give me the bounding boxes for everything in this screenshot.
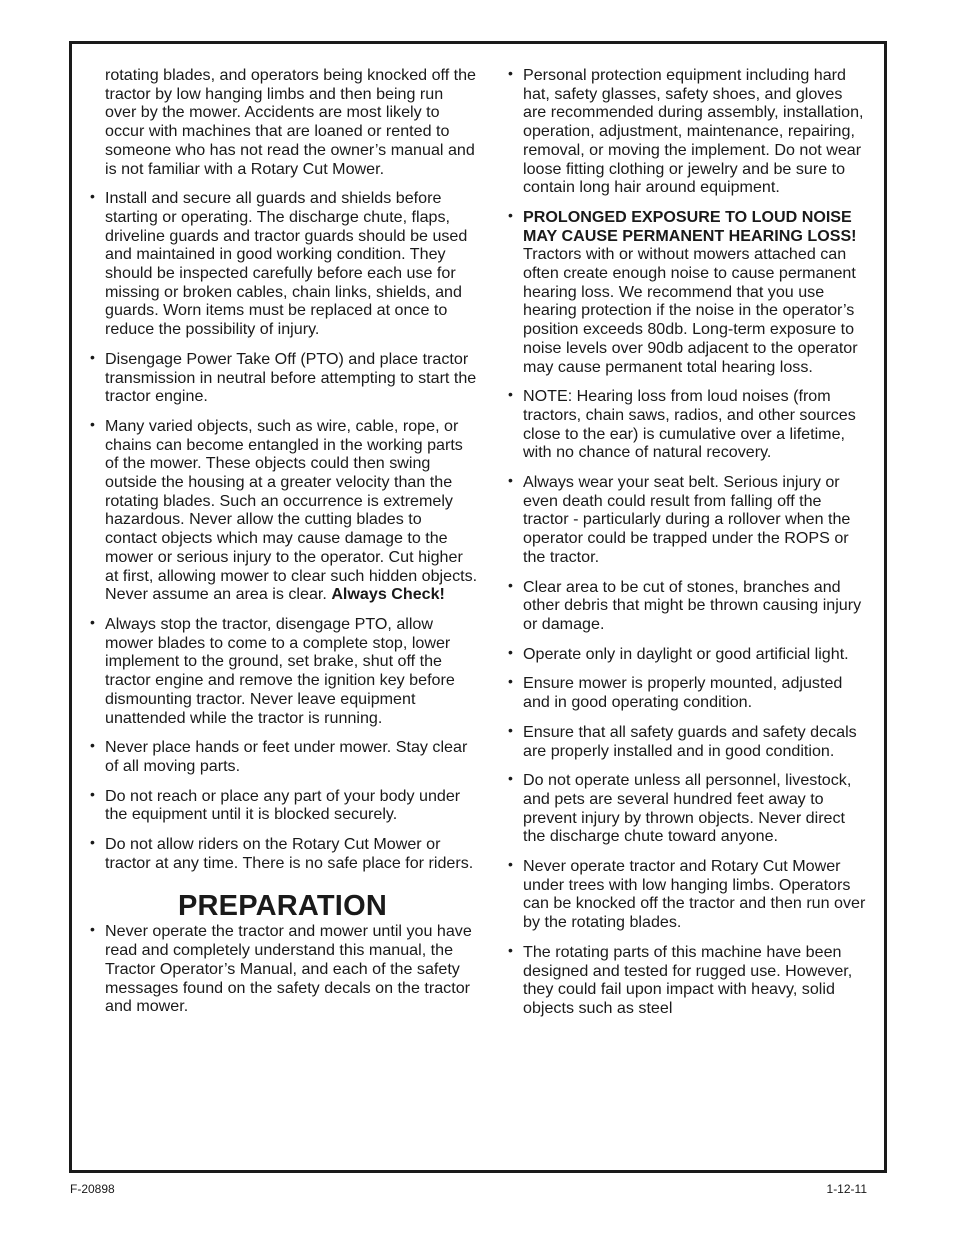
list-item xyxy=(506,943,870,1018)
item-text: Clear area to be cut of stones, branches and other debris that might be thrown causing injury or damage. xyxy=(523,577,862,633)
bullet-icon: • xyxy=(508,721,513,738)
list-item xyxy=(88,787,478,824)
item-text: NOTE: Hearing loss from loud noises (from tractors, chain saws, radios, and other sources close to the ear) is cumulative over a lifetime, with no chance of natural recovery. xyxy=(523,387,856,462)
item-text: Install and secure all guards and shields before starting or operating. The discharge chute, flaps, driveline guards and tractor guards should be used and maintained in good working condition. They should be inspected carefully before each use for missing or broken cables, chain links, shields, and guards. Worn items must be replaced at once to reduce the possibility of injury. xyxy=(105,189,468,339)
bullet-icon: • xyxy=(508,472,513,489)
list-item xyxy=(506,387,870,462)
list-item xyxy=(88,417,478,604)
list-item xyxy=(506,857,870,932)
item-text: Never place hands or feet under mower. Stay clear of all moving parts. xyxy=(105,738,468,775)
list-item xyxy=(506,645,870,664)
list-item xyxy=(88,835,478,872)
item-text: Ensure that all safety guards and safety decals are properly installed and in good condition. xyxy=(523,722,857,760)
list-item xyxy=(506,473,870,567)
list-item xyxy=(506,771,870,846)
bullet-icon: • xyxy=(90,348,95,365)
list-item xyxy=(506,723,870,760)
list-item xyxy=(88,615,478,727)
item-bold-head: PROLONGED EXPOSURE TO LOUD NOISE MAY CAUSE PERMANENT HEARING LOSS! xyxy=(523,207,857,245)
left-column xyxy=(88,66,478,1027)
item-text: Do not reach or place any part of your body under the equipment until it is blocked securely. xyxy=(105,786,461,824)
bullet-icon: • xyxy=(90,415,95,432)
item-text: Personal protection equipment including hard hat, safety glasses, safety shoes, and gloves are recommended during assembly, installation, operation, adjustment, maintenance, repairing, removal, or moving the implement. Do not wear loose fitting clothing or jewelry and be sure to contain long hair around equipment. xyxy=(523,66,864,197)
item-text: Ensure mower is properly mounted, adjusted and in good operating condition. xyxy=(523,674,843,712)
item-text: Do not allow riders on the Rotary Cut Mower or tractor at any time. There is no safe place for riders. xyxy=(105,835,474,872)
right-column xyxy=(506,66,870,1029)
bullet-icon: • xyxy=(508,941,513,958)
bullet-icon: • xyxy=(508,770,513,787)
bullet-icon: • xyxy=(508,206,513,223)
bullet-icon: • xyxy=(508,576,513,593)
bullet-icon: • xyxy=(508,673,513,690)
bullet-icon: • xyxy=(90,785,95,802)
item-text: Always stop the tractor, disengage PTO, allow mower blades to come to a complete stop, lower implement to the ground, set brake, shut off the tractor engine and remove the ignition key before dismounting tractor. Never leave equipment unattended while the tractor is running. xyxy=(105,614,455,727)
item-text: Disengage Power Take Off (PTO) and place tractor transmission in neutral before attempting to start the tractor engine. xyxy=(105,349,477,406)
footer-doc-number: F-20898 xyxy=(70,1182,115,1196)
item-text: Never operate tractor and Rotary Cut Mower under trees with low hanging limbs. Operators can be knocked off the tractor and then run over by the rotating blades. xyxy=(523,857,866,932)
bullet-icon: • xyxy=(508,65,513,81)
item-text: Many varied objects, such as wire, cable, rope, or chains can become entangled in the working parts of the mower. These objects could then swing outside the housing at a greater velocity than the rotating blades. Such an occurrence is extremely hazardous. Never allow the cutting blades to contact objects which may cause damage to the mower or serious injury to the operator. Cut higher at first, allowing mower to clear such hidden objects. Never assume an area is clear. xyxy=(105,416,478,604)
list-item xyxy=(506,208,870,376)
continuation-paragraph: rotating blades, and operators being knocked off the tractor by low hanging limbs and then being run over by the mower. Accidents are most likely to occur with machines that are loaned or rented to someone who has not read the owner’s manual and is not familiar with a Rotary Cut Mower. xyxy=(105,66,477,178)
bullet-icon: • xyxy=(90,834,95,851)
footer-date: 1-12-11 xyxy=(826,1182,867,1196)
item-bold-tail: Always Check! xyxy=(331,585,445,604)
bullet-icon: • xyxy=(90,188,95,205)
list-item xyxy=(506,578,870,634)
item-text: Operate only in daylight or good artificial light. xyxy=(523,644,849,663)
item-text: Tractors with or without mowers attached can often create enough noise to cause permanent hearing loss. We recommend that you use hearing protection if the noise in the operator’s position exceeds 80db. Long-term exposure to noise levels over 90db adjacent to the operator may cause permanent total hearing loss. xyxy=(523,245,858,376)
list-item xyxy=(506,66,870,197)
bullet-icon: • xyxy=(90,921,95,938)
item-text: Do not operate unless all personnel, livestock, and pets are several hundred feet away to prevent injury by thrown objects. Never direct the discharge chute toward anyone. xyxy=(523,771,852,846)
bullet-icon: • xyxy=(508,643,513,660)
bullet-icon: • xyxy=(508,856,513,873)
item-text: The rotating parts of this machine have been designed and tested for rugged use. However, they could fail upon impact with heavy, solid objects such as steel xyxy=(523,942,853,1017)
list-item xyxy=(88,922,478,1016)
list-item xyxy=(88,189,478,339)
item-text: Never operate the tractor and mower until you have read and completely understand this manual, the Tractor Operator’s Manual, and each of the safety messages found on the safety decals on the tractor and mower. xyxy=(105,922,472,1016)
item-text: Always wear your seat belt. Serious injury or even death could result from falling off the tractor - particularly during a rollover when the operator could be trapped under the ROPS or the tractor. xyxy=(523,473,851,566)
list-item xyxy=(88,350,478,406)
list-item xyxy=(88,738,478,775)
page-frame xyxy=(69,41,887,1173)
bullet-icon: • xyxy=(508,386,513,403)
bullet-icon: • xyxy=(90,613,95,630)
bullet-icon: • xyxy=(90,737,95,754)
section-heading: PREPARATION xyxy=(178,890,387,923)
list-item xyxy=(506,674,870,711)
